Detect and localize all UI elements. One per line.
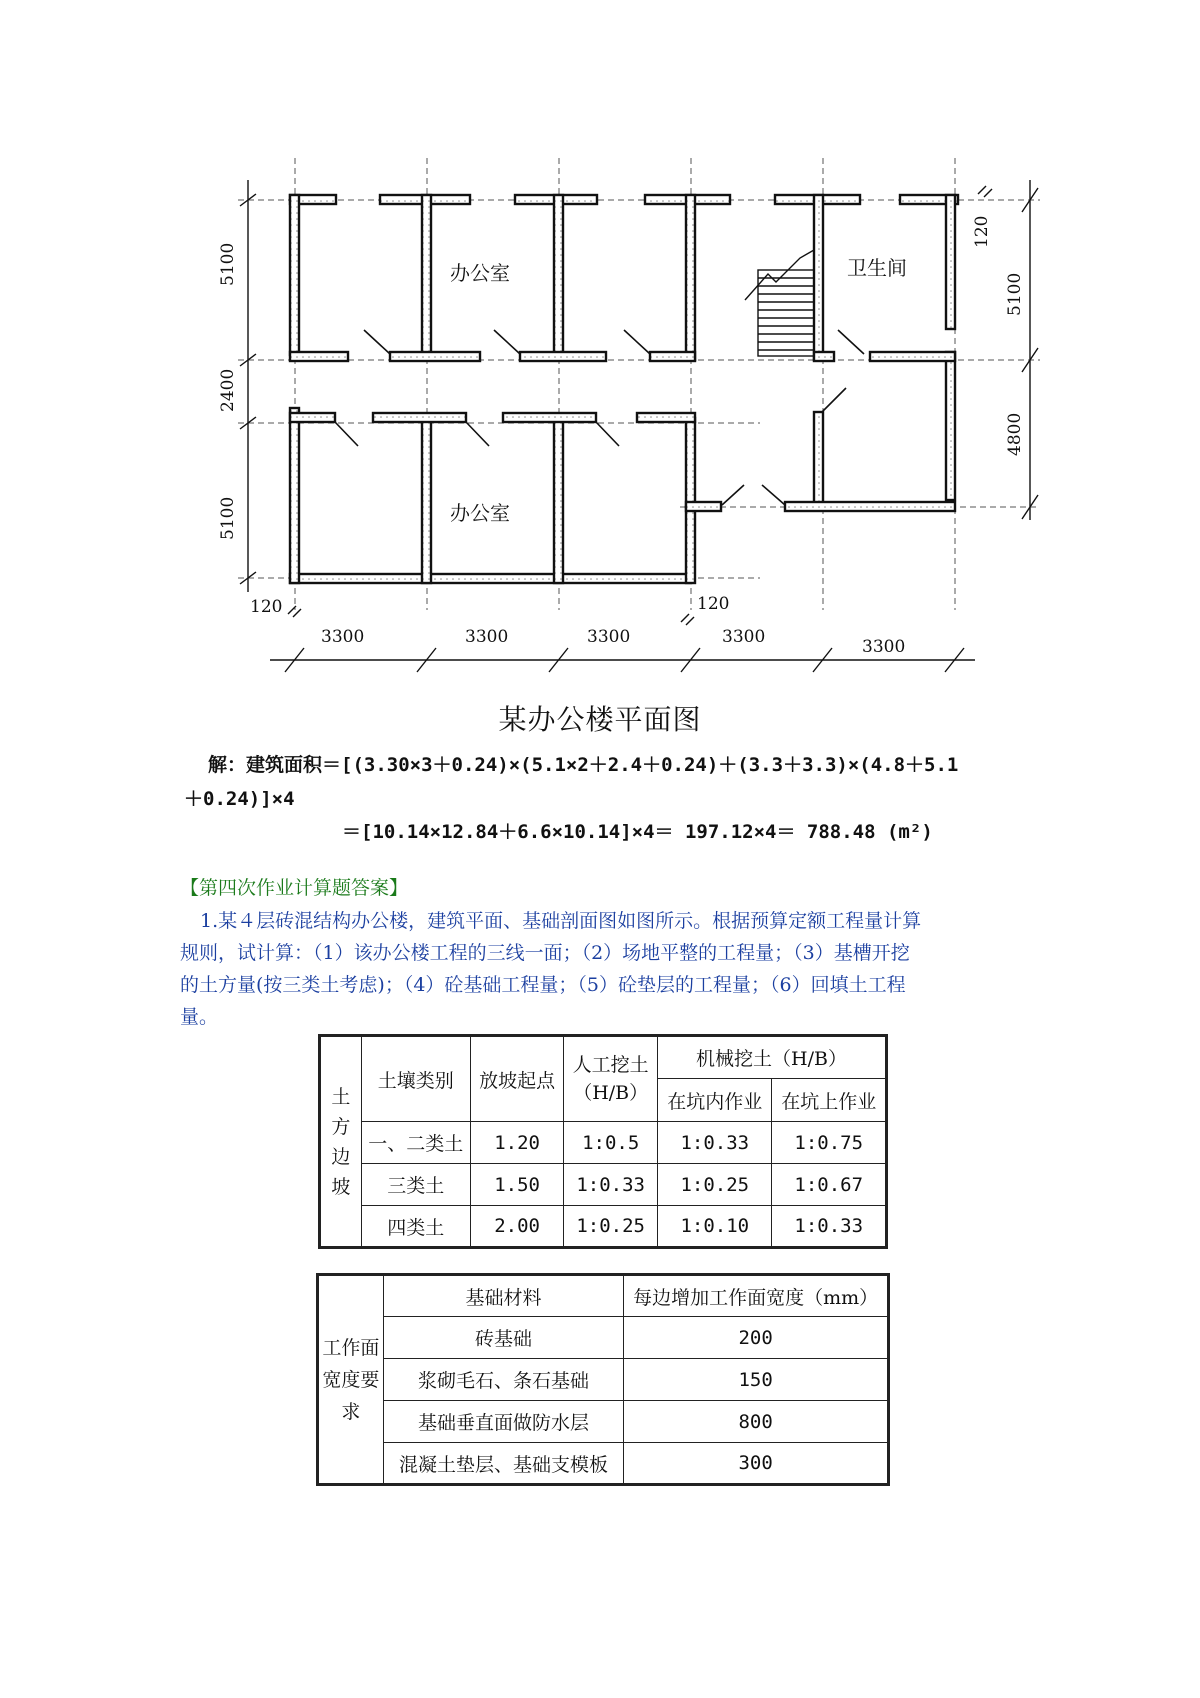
bottom-dim-4: 3300 <box>722 627 766 647</box>
problem-line: 1.某４层砖混结构办公楼，建筑平面、基础剖面图如图所示。根据预算定额工程量计算 <box>200 910 922 932</box>
material-cell: 砖基础 <box>383 1317 624 1359</box>
on-pit-cell: 1:0.33 <box>772 1206 887 1248</box>
on-pit-cell: 1:0.67 <box>772 1164 887 1206</box>
header-soil: 土壤类别 <box>361 1036 470 1122</box>
stair <box>745 250 814 356</box>
axis-lines <box>238 158 1040 610</box>
work-width-table <box>316 1273 890 1486</box>
in-pit-cell: 1:0.10 <box>658 1206 772 1248</box>
material-cell: 混凝土垫层、基础支模板 <box>383 1443 624 1485</box>
width-cell: 800 <box>624 1401 889 1443</box>
width-cell: 200 <box>624 1317 889 1359</box>
left-dim-top: 5100 <box>218 242 238 286</box>
walls <box>290 195 958 583</box>
in-pit-cell: 1:0.33 <box>658 1122 772 1164</box>
work-side-label: 工作面 宽度要 求 <box>318 1275 384 1485</box>
soil-cell: 四类土 <box>361 1206 470 1248</box>
problem-line: 规则，试计算：（1）该办公楼工程的三线一面；（2）场地平整的工程量；（3）基槽开挖 <box>180 942 910 964</box>
room-label-office-top: 办公室 <box>450 261 510 285</box>
wall-mark-mid: 120 <box>697 594 730 614</box>
bottom-dim-1: 3300 <box>321 627 365 647</box>
start-cell: 1.20 <box>470 1122 563 1164</box>
room-label-toilet: 卫生间 <box>847 256 907 280</box>
solution-line-1 <box>208 750 958 777</box>
width-cell: 300 <box>624 1443 889 1485</box>
on-pit-cell: 1:0.75 <box>772 1122 887 1164</box>
floor-plan-drawing <box>0 0 1200 700</box>
section-heading: 【第四次作业计算题答案】 <box>180 877 409 899</box>
solution-formula-1: 建筑面积＝[(3.30×3＋0.24)×(5.1×2＋2.4＋0.24)＋(3.3＋3.3)×(4.8＋5.1 <box>246 754 959 776</box>
material-cell: 基础垂直面做防水层 <box>383 1401 624 1443</box>
solution-label: 解： <box>208 754 247 776</box>
width-cell: 150 <box>624 1359 889 1401</box>
bottom-dim-3: 3300 <box>587 627 631 647</box>
soil-cell: 一、二类土 <box>361 1122 470 1164</box>
bottom-dim-5: 3300 <box>862 637 906 657</box>
left-dimension <box>240 180 256 592</box>
manual-cell: 1:0.33 <box>564 1164 658 1206</box>
header-material: 基础材料 <box>383 1275 624 1317</box>
slope-side-label: 土 方 边 坡 <box>320 1036 362 1248</box>
right-dim-bottom: 4800 <box>1005 412 1025 456</box>
problem-line: 量。 <box>180 1006 219 1028</box>
start-cell: 1.50 <box>470 1164 563 1206</box>
header-on-pit: 在坑上作业 <box>772 1079 887 1122</box>
plan-title: 某办公楼平面图 <box>498 703 702 736</box>
start-cell: 2.00 <box>470 1206 563 1248</box>
manual-cell: 1:0.25 <box>564 1206 658 1248</box>
bottom-dim-2: 3300 <box>465 627 509 647</box>
solution-line-3: ＝[10.14×12.84＋6.6×10.14]×4＝ 197.12×4＝ 788.48 (m²) <box>342 821 933 843</box>
material-cell: 浆砌毛石、条石基础 <box>383 1359 624 1401</box>
in-pit-cell: 1:0.25 <box>658 1164 772 1206</box>
problem-line: 的土方量(按三类土考虑)；（4）砼基础工程量；（5）砼垫层的工程量；（6）回填土工程 <box>180 974 906 996</box>
wall-mark-left: 120 <box>250 597 283 617</box>
header-width: 每边增加工作面宽度（mm） <box>624 1275 889 1317</box>
solution-line-2: ＋0.24)]×4 <box>184 788 295 810</box>
right-dim-wall: 120 <box>972 215 992 248</box>
left-dim-bottom: 5100 <box>218 496 238 540</box>
soil-cell: 三类土 <box>361 1164 470 1206</box>
left-dim-mid: 2400 <box>218 368 238 412</box>
room-label-office-bottom: 办公室 <box>450 501 510 525</box>
header-manual: 人工挖土 （H/B） <box>564 1036 658 1122</box>
header-in-pit: 在坑内作业 <box>658 1079 772 1122</box>
slope-table <box>318 1034 888 1249</box>
header-machine: 机械挖土（H/B） <box>658 1036 887 1079</box>
problem-text <box>180 905 1020 1033</box>
header-start: 放坡起点 <box>470 1036 563 1122</box>
manual-cell: 1:0.5 <box>564 1122 658 1164</box>
right-dim-top: 5100 <box>1005 272 1025 316</box>
